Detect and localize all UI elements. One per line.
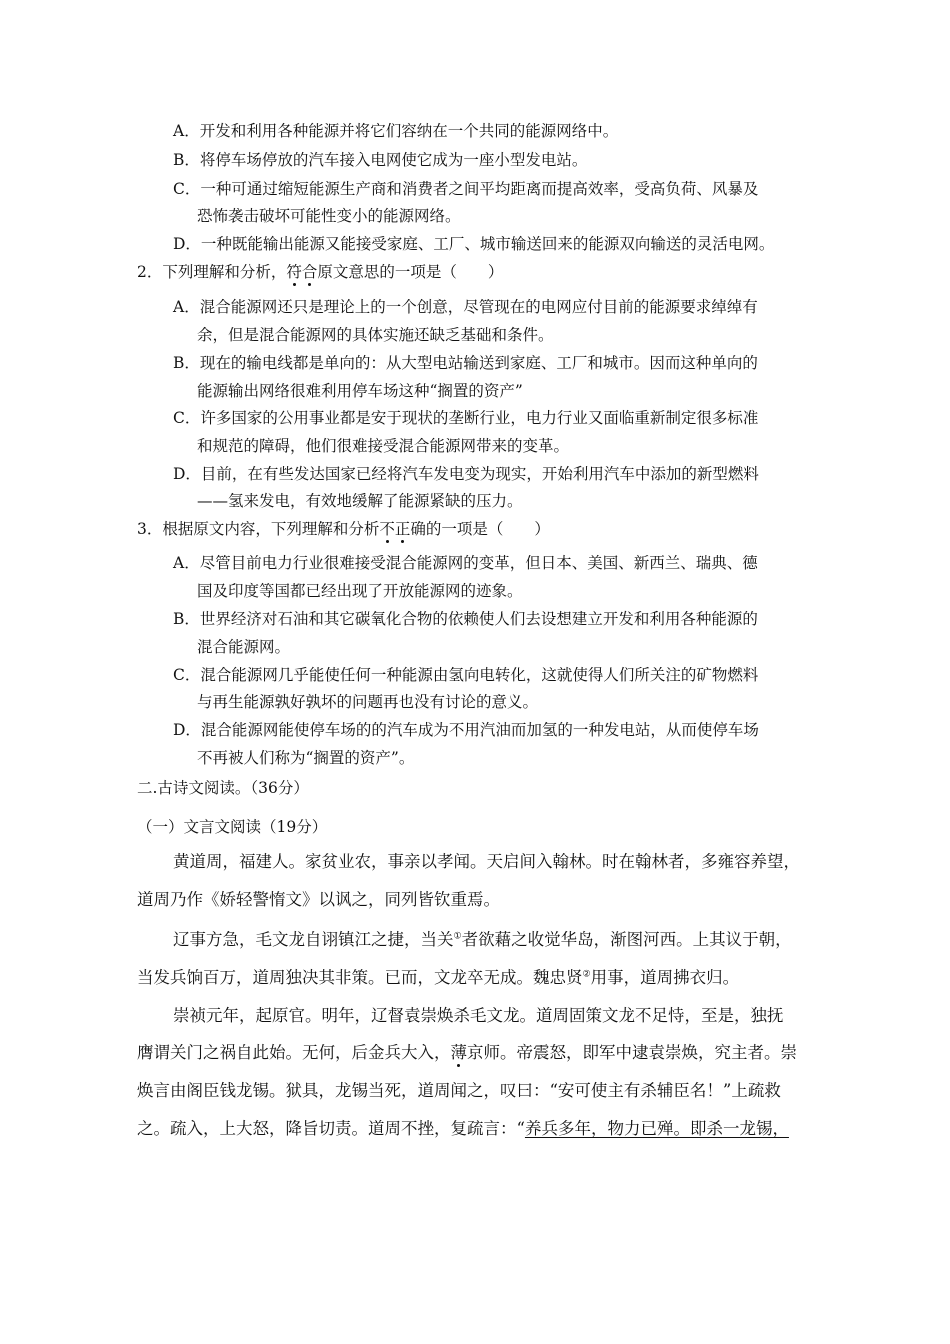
q2-option-d-line2: ——氢来发电，有效地缓解了能源紧缺的压力。 <box>197 492 523 510</box>
q3-option-d-line1: D．混合能源网能使停车场的的汽车成为不用汽油而加氢的一种发电站，从而使停车场 <box>173 721 759 739</box>
emphasis-dot-char: 合 <box>301 263 318 281</box>
passage-p3-line3: 焕言由阁臣钱龙锡。狱具，龙锡当死，道周闻之，叹曰：“安可使主有杀辅臣名！”上疏救 <box>137 1081 781 1100</box>
option-c-line1: C．一种可通过缩短能源生产商和消费者之间平均距离而提高效率，受高负荷、风暴及 <box>173 180 759 198</box>
option-d: D．一种既能输出能源又能接受家庭、工厂、城市输送回来的能源双向输送的灵活电网。 <box>173 235 775 253</box>
underlined-text: 养兵多年，物力已殚。即杀一龙锡， <box>524 1119 789 1138</box>
footnote-marker: ① <box>453 931 462 942</box>
q2-option-c-line1: C．许多国家的公用事业都是安于现状的垄断行业，电力行业又面临重新制定很多标准 <box>173 409 759 427</box>
q3-option-d-line2: 不再被人们称为“搁置的资产”。 <box>197 749 415 767</box>
passage-p3-line4: 之。疏入，上大怒，降旨切责。道周不挫，复疏言：“养兵多年，物力已殚。即杀一龙锡， <box>137 1119 789 1138</box>
passage-p3-line2: 膺谓关门之祸自此始。无何，后金兵大入，薄京师。帝震怒，即军中逮袁崇焕，究主者。崇 <box>137 1043 797 1062</box>
q2-option-d-line1: D．目前，在有些发达国家已经将汽车发电变为现实，开始利用汽车中添加的新型燃料 <box>173 465 759 483</box>
option-a: A．开发和利用各种能源并将它们容纳在一个共同的能源网络中。 <box>173 122 619 140</box>
passage-p1-line1: 黄道周，福建人。家贫业农，事亲以孝闻。天启间入翰林。时在翰林者，多雍容养望， <box>173 852 800 871</box>
q3-option-c-line2: 与再生能源孰好孰坏的问题再也没有讨论的意义。 <box>197 693 539 711</box>
passage-p2-line1: 辽事方急，毛文龙自诩镇江之捷，当关①者欲藉之收觉华岛，渐图河西。上其议于朝， <box>173 930 792 949</box>
q3-option-a-line2: 国及印度等国都已经出现了开放能源网的迹象。 <box>197 582 523 600</box>
q3-option-c-line1: C．混合能源网几乎能使任何一种能源由氢向电转化，这就使得人们所关注的矿物燃料 <box>173 666 759 684</box>
footnote-marker: ② <box>582 969 591 980</box>
option-b: B．将停车场停放的汽车接入电网使它成为一座小型发电站。 <box>173 151 588 169</box>
q2-option-c-line2: 和规范的障碍，他们很难接受混合能源网带来的变革。 <box>197 437 570 455</box>
section-heading: 二.古诗文阅读。（36分） <box>137 779 309 797</box>
q2-option-a-line1: A．混合能源网还只是理论上的一个创意，尽管现在的电网应付目前的能源要求绰绰有 <box>173 298 758 316</box>
q2-option-a-line2: 余，但是混合能源网的具体实施还缺乏基础和条件。 <box>197 326 554 344</box>
q3-option-b-line1: B．世界经济对石油和其它碳氧化合物的依赖使人们去设想建立开发和利用各种能源的 <box>173 610 758 628</box>
q3-option-b-line2: 混合能源网。 <box>197 638 291 656</box>
subsection-heading: （一）文言文阅读（19分） <box>137 818 328 836</box>
passage-p3-line1: 崇祯元年，起原官。明年，辽督袁崇焕杀毛文龙。道周固策文龙不足恃，至是，独抚 <box>173 1006 784 1025</box>
emphasis-dot-char: 不 <box>379 520 395 538</box>
emphasis-dot-char: 正 <box>394 520 411 538</box>
emphasis-dot-char: 符 <box>286 263 302 281</box>
q2-option-b-line1: B．现在的输电线都是单向的：从大型电站输送到家庭、工厂和城市。因而这种单向的 <box>173 354 758 372</box>
question-2-stem: 2．下列理解和分析，符合原文意思的一项是（ ） <box>137 263 504 281</box>
passage-p2-line2: 当发兵饷百万，道周独决其非策。已而，文龙卒无成。魏忠贤②用事，道周拂衣归。 <box>137 968 740 987</box>
option-c-line2: 恐怖袭击破坏可能性变小的能源网络。 <box>197 207 461 225</box>
passage-p1-line2: 道周乃作《娇轻警惰文》以讽之，同列皆钦重焉。 <box>137 890 500 909</box>
q2-option-b-line2: 能源输出网络很难利用停车场这种“搁置的资产” <box>197 382 523 400</box>
q3-option-a-line1: A．尽管目前电力行业很难接受混合能源网的变革，但日本、美国、新西兰、瑞典、德 <box>173 554 758 572</box>
question-3-stem: 3．根据原文内容，下列理解和分析不正确的一项是（ ） <box>137 520 550 538</box>
emphasis-dot-char: 薄 <box>450 1043 467 1062</box>
